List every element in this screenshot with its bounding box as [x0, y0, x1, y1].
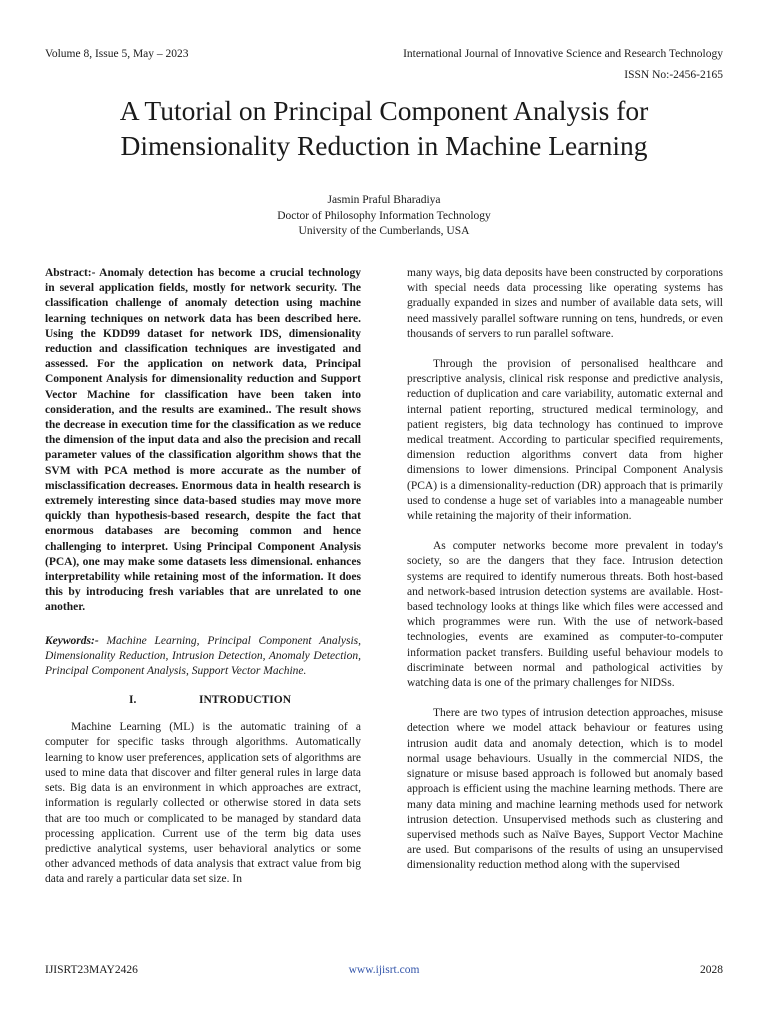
keywords [45, 634, 361, 680]
abstract-label: Abstract:- [45, 267, 96, 279]
author-affiliation: University of the Cumberlands, USA [298, 225, 470, 237]
author-block [0, 193, 768, 240]
paper-id: IJISRT23MAY2426 [45, 964, 138, 976]
section-title: INTRODUCTION [199, 694, 292, 707]
body-paragraph: Through the provision of personalised healthcare and prescriptive analysis, clinical risk response and predictive analysis, reduction of duplication and care variability, automatic external and internal patient reporting, structured medical terminology, and patient registers, big data technology has continued to improve medical treatment. According to particular specified requirements, dimension reduction algorithms convert data from higher dimensions to lower dimensions. Principal Component Analysis (PCA) is a dimensionality-reduction (DR) approach that is primarily used to condense a huge set of variables into a manageable number while retaining the majority of their information. [407, 358, 723, 523]
author-name: Jasmin Praful Bharadiya [327, 194, 441, 206]
issn-number: ISSN No:-2456-2165 [624, 69, 723, 81]
section-heading-introduction [45, 693, 361, 708]
section-number: I. [129, 694, 137, 707]
body-paragraph: There are two types of intrusion detection approaches, misuse detection where we model attack behaviour or features using intrusion audit data and anomaly detection, which is to model normal usage behaviours. Usually in the commercial NIDS, the signature or misuse based approach is followed but anomaly based approach is efficient using the machine learning methods. There are many data mining and machine learning methods used for network intrusion detection. Unsupervised methods such as clustering and supervised methods such as Naïve Bayes, Support Vector Machine are used. But comparisons of the results of using an unsupervised dimensionality reduction method along with the supervised [407, 707, 723, 872]
page-number: 2028 [700, 964, 723, 976]
intro-paragraph: Machine Learning (ML) is the automatic training of a computer for specific tasks through algorithms. Automatically learning to know user preferences, application sets of algorithms are used to mine data that discover and filter general rules in large data sets. Big data is an environment in which approaches are extract, information is regularly collected or otherwise stored in data sets that are too much or complicated to be managed by standard data processing application. Current use of the term big data uses predictive analytical systems, user behavioral analytics or some other advanced methods of data analysis that extract value from big data and rarely a particular data set size. In [45, 721, 361, 886]
abstract-text: Anomaly detection has become a crucial technology in several application fields, mostly for network security. The classification challenge of anomaly detection using machine learning techniques on network data has been described here. Using the KDD99 dataset for network IDS, dimensionality reduction and classification techniques are investigated and assessed. For the application on network data, Principal Component Analysis for dimensionality reduction and Support Vector Machine for classification have been taken into consideration, and the results are examined.. The result shows the decrease in execution time for the classification as we reduce the dimension of the input data and also the precision and recall parameter values of the classification algorithm shows that the SVM with PCA method is more accurate as the number of misclassification decreases. Enormous data in health research is extremely interesting since data-based studies may move more quickly than hypothesis-based research, despite the fact that enormous databases are becoming common and hence challenging to interpret. Using Principal Component Analysis (PCA), one may make some datasets less dimensional. enhances interpretability while retaining most of the information. It does this by introducing fresh variables that are unrelated to one another. [45, 267, 361, 614]
author-degree: Doctor of Philosophy Information Technology [277, 209, 491, 222]
body-paragraph: As computer networks become more prevalent in today's society, so are the dangers that they face. Intrusion detection systems are required to identify numerous threats. Both host-based and network-based intrusion detection systems are available. Host-based technology looks at things like which files were accessed and which programmes were run. With the use of network-based technologies, events are examined as computer-to-computer information packet transfers. Building useful behaviour models to discriminate between normal and pathological activities by watching data is one of the primary challenges for NIDSs. [407, 540, 723, 690]
paper-title: A Tutorial on Principal Component Analysis for Dimensionality Reduction in Machine Learning [119, 95, 649, 161]
journal-name: International Journal of Innovative Science and Research Technology [403, 48, 723, 60]
right-column [407, 266, 723, 889]
keywords-text: Machine Learning, Principal Component Analysis, Dimensionality Reduction, Intrusion Detection, Anomaly Detection, Principal Component Analysis, Support Vector Machine. [45, 634, 361, 678]
volume-info: Volume 8, Issue 5, May – 2023 [45, 48, 189, 60]
abstract [45, 266, 361, 616]
body-paragraph: many ways, big data deposits have been constructed by corporations with special needs data processing like operating systems has gradually expanded in sizes and number of available data sets, will need massively parallel software running on tens, hundreds, or even thousands of servers to run parallel software. [407, 267, 723, 340]
left-column [45, 266, 361, 903]
journal-website-link[interactable]: www.ijisrt.com [348, 964, 420, 976]
keywords-label: Keywords:- [45, 634, 99, 647]
